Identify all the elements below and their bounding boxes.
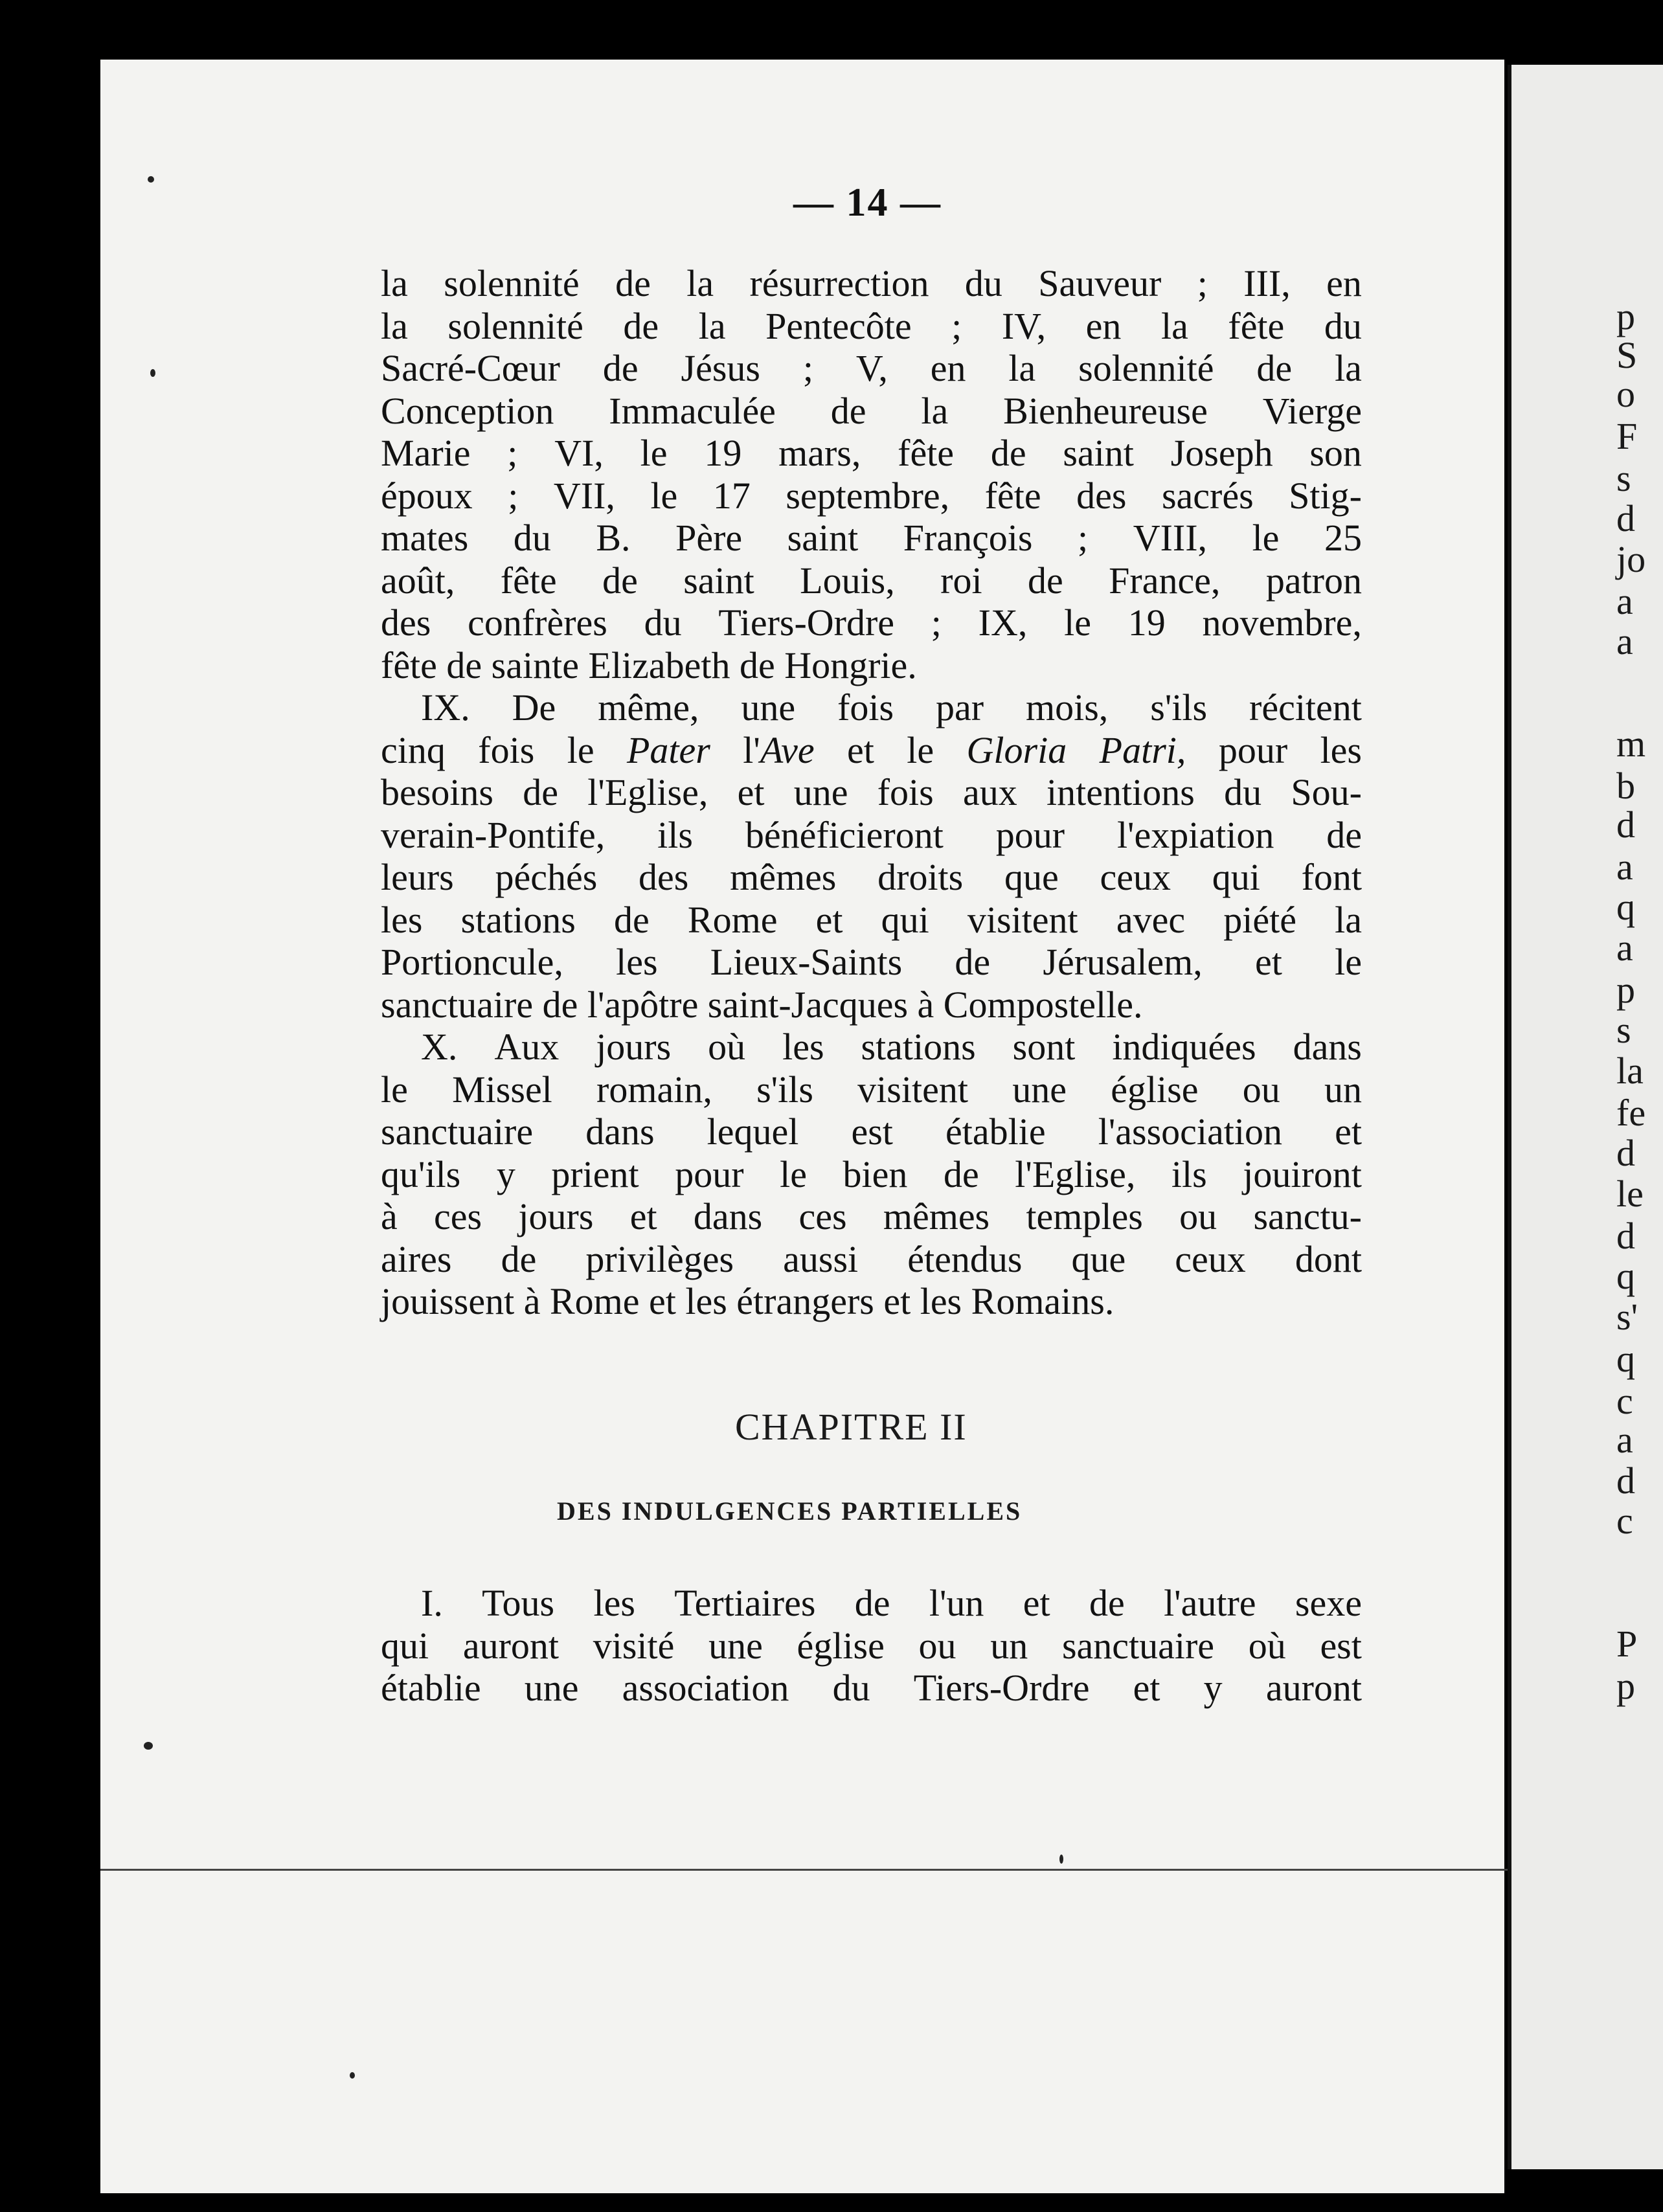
text-line: Portioncule, les Lieux-Saints de Jérusalem, et le: [381, 941, 1362, 983]
adjacent-page-fragment: q: [1616, 1255, 1635, 1297]
text-line: qu'ils y prient pour le bien de l'Eglise, ils jouiront: [381, 1153, 1362, 1195]
text-line: époux ; VII, le 17 septembre, fête des sacrés Stig-: [381, 474, 1362, 517]
adjacent-page-fragment: q: [1616, 886, 1635, 928]
text-line: qui auront visité une église ou un sanctuaire où est: [381, 1624, 1362, 1667]
scan-speck: [148, 176, 154, 183]
adjacent-page-fragment: q: [1616, 1338, 1635, 1380]
text-line: sanctuaire de l'apôtre saint-Jacques à Compostelle.: [381, 983, 1143, 1026]
scan-speck: [150, 369, 155, 377]
adjacent-page-fragment: a: [1616, 846, 1633, 888]
adjacent-page-fragment: o: [1616, 373, 1635, 415]
adjacent-page-fragment: d: [1616, 1460, 1635, 1502]
text-line: cinq fois le Pater l'Ave et le Gloria Patri, pour les: [381, 728, 1362, 771]
adjacent-page-fragment: c: [1616, 1380, 1633, 1422]
text-line: établie une association du Tiers-Ordre et y auront: [381, 1667, 1362, 1709]
text-line: la solennité de la Pentecôte ; IV, en la fête du: [381, 304, 1362, 347]
page-gutter: [1508, 65, 1511, 2169]
adjacent-page-fragment: s: [1616, 1009, 1631, 1051]
text-line: sanctuaire dans lequel est établie l'association et: [381, 1111, 1362, 1153]
text-line: août, fête de saint Louis, roi de France, patron: [381, 559, 1362, 602]
text-line: Marie ; VI, le 19 mars, fête de saint Joseph son: [381, 432, 1362, 474]
adjacent-page-fragment: m: [1616, 723, 1646, 765]
text-line: Conception Immaculée de la Bienheureuse Vierge: [381, 389, 1362, 432]
adjacent-page-fragment: s': [1616, 1296, 1638, 1338]
adjacent-page-fragment: c: [1616, 1500, 1633, 1542]
adjacent-page-fragment: d: [1616, 1132, 1635, 1174]
page-number: — 14 —: [793, 181, 942, 225]
adjacent-page-fragment: a: [1616, 1419, 1633, 1461]
text-line: jouissent à Rome et les étrangers et les Romains.: [381, 1280, 1114, 1322]
adjacent-page-edge: [1508, 65, 1663, 2169]
adjacent-page-fragment: S: [1616, 334, 1638, 376]
adjacent-page-fragment: d: [1616, 804, 1635, 846]
adjacent-page-fragment: p: [1616, 295, 1635, 337]
adjacent-page-fragment: le: [1616, 1173, 1644, 1215]
adjacent-page-fragment: p: [1616, 969, 1635, 1011]
adjacent-page-fragment: a: [1616, 620, 1633, 662]
text-line: le Missel romain, s'ils visitent une église ou un: [381, 1068, 1362, 1111]
text-line: aires de privilèges aussi étendus que ceux dont: [381, 1237, 1362, 1280]
text-line: à ces jours et dans ces mêmes temples ou sanctu-: [381, 1195, 1362, 1237]
text-line: les stations de Rome et qui visitent avec piété la: [381, 898, 1362, 941]
text-line: Sacré-Cœur de Jésus ; V, en la solennité de la: [381, 347, 1362, 389]
adjacent-page-fragment: d: [1616, 1215, 1635, 1257]
adjacent-page-fragment: P: [1616, 1623, 1638, 1665]
text-line: des confrères du Tiers-Ordre ; IX, le 19 novembre,: [381, 602, 1362, 644]
adjacent-page-fragment: F: [1616, 415, 1638, 457]
text-line: IX. De même, une fois par mois, s'ils récitent: [421, 686, 1362, 728]
chapter-heading: CHAPITRE II: [735, 1406, 967, 1448]
scan-speck: [350, 2072, 355, 2079]
text-line: I. Tous les Tertiaires de l'un et de l'autre sexe: [421, 1582, 1362, 1624]
text-line: besoins de l'Eglise, et une fois aux intentions du Sou-: [381, 771, 1362, 813]
adjacent-page-fragment: jo: [1616, 538, 1646, 580]
adjacent-page-fragment: s: [1616, 457, 1631, 499]
page-fold-line: [100, 1869, 1663, 1871]
text-line: leurs péchés des mêmes droits que ceux qui font: [381, 856, 1362, 898]
text-line: fête de sainte Elizabeth de Hongrie.: [381, 644, 917, 686]
body-text-bottom: [381, 1582, 1362, 1710]
adjacent-page-fragment: a: [1616, 580, 1633, 622]
adjacent-page-fragment: d: [1616, 497, 1635, 539]
adjacent-page-fragment: fe: [1616, 1092, 1646, 1134]
adjacent-page-fragment: p: [1616, 1665, 1635, 1707]
scan-speck: [144, 1742, 153, 1750]
text-line: X. Aux jours où les stations sont indiquées dans: [421, 1026, 1362, 1068]
text-line: la solennité de la résurrection du Sauveur ; III, en: [381, 262, 1362, 304]
text-line: mates du B. Père saint François ; VIII, le 25: [381, 517, 1362, 559]
text-line: verain-Pontife, ils bénéficieront pour l'expiation de: [381, 813, 1362, 856]
body-text-top: [381, 262, 1362, 1323]
adjacent-page-fragment: a: [1616, 927, 1633, 969]
adjacent-page-fragment: b: [1616, 765, 1635, 807]
adjacent-page-fragment: la: [1616, 1050, 1644, 1092]
section-heading: DES INDULGENCES PARTIELLES: [557, 1496, 1023, 1526]
scan-speck: [1059, 1855, 1063, 1864]
